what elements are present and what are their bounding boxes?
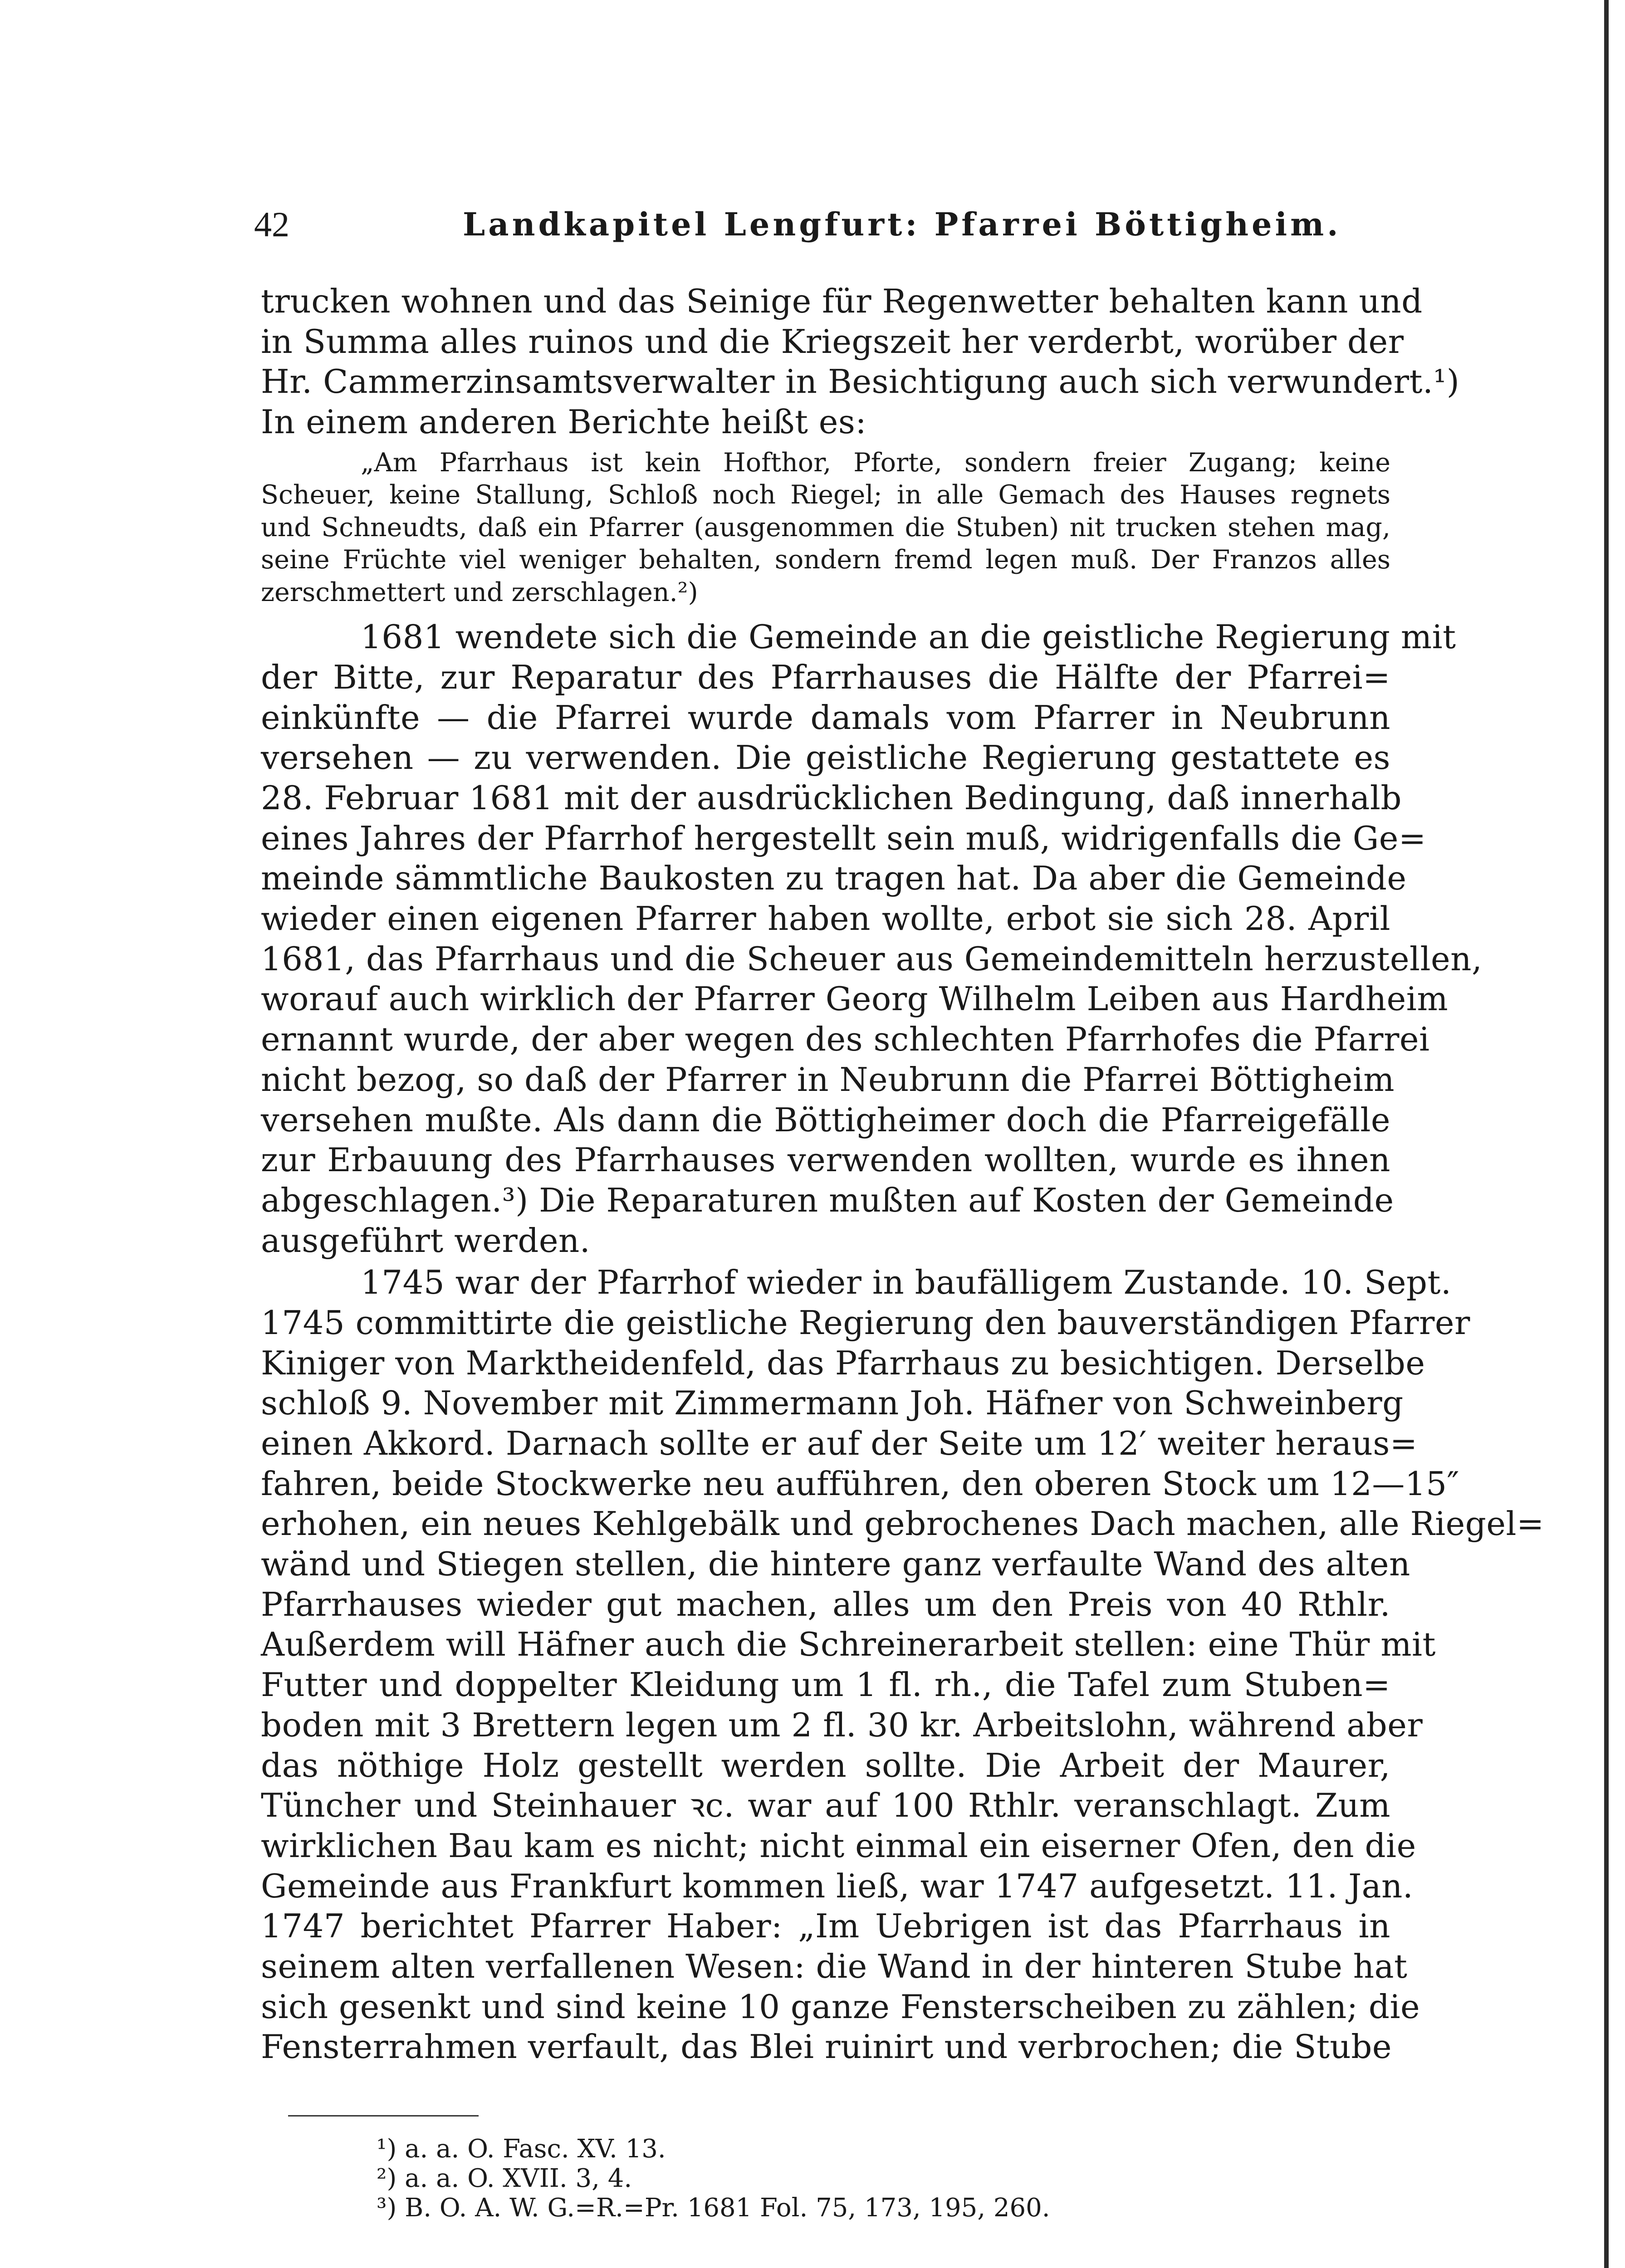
text-line: zur Erbauung des Pfarrhauses verwenden wollten, wurde es ihnen (261, 1141, 1390, 1179)
page-edge-border (1604, 0, 1609, 2268)
block-quote (261, 447, 1390, 609)
paragraph-2 (261, 617, 1483, 1261)
footnotes (377, 2134, 1284, 2223)
text-line: einen Akkord. Darnach sollte er auf der Seite um 12′ weiter heraus= (261, 1424, 1418, 1462)
footnote: ³) B. O. A. W. G.=R.=Pr. 1681 Fol. 75, 173, 195, 260. (377, 2193, 1050, 2223)
text-line: ausgeführt werden. (261, 1221, 591, 1260)
text-line: ernannt wurde, der aber wegen des schlechten Pfarrhofes die Pfarrei (261, 1020, 1430, 1059)
text-line: In einem anderen Berichte heißt es: (261, 403, 867, 441)
text-line: versehen — zu verwenden. Die geistliche Regierung gestattete es (261, 738, 1390, 777)
text-line: Fensterrahmen verfault, das Blei ruinirt und verbrochen; die Stube (261, 2028, 1392, 2066)
text-line: versehen mußte. Als dann die Böttigheimer doch die Pfarreigefälle (261, 1100, 1390, 1139)
quote-line: und Schneudts, daß ein Pfarrer (ausgenommen die Stuben) nit trucken stehen mag, (261, 512, 1390, 543)
page-number: 42 (254, 205, 289, 244)
text-line: der Bitte, zur Reparatur des Pfarrhauses die Hälfte der Pfarrei= (261, 658, 1390, 696)
text-line: wänd und Stiegen stellen, die hintere ganz verfaulte Wand des alten (261, 1545, 1410, 1584)
quote-line: „Am Pfarrhaus ist kein Hofthor, Pforte, sondern freier Zugang; keine (361, 447, 1390, 478)
text-line: boden mit 3 Brettern legen um 2 fl. 30 kr. Arbeitslohn, während aber (261, 1706, 1423, 1744)
text-line: Futter und doppelter Kleidung um 1 fl. rh., die Tafel zum Stuben= (261, 1666, 1390, 1704)
text-line: 1681, das Pfarrhaus und die Scheuer aus Gemeindemitteln herzustellen, (261, 939, 1483, 978)
text-line: sich gesenkt und sind keine 10 ganze Fensterscheiben zu zählen; die (261, 1987, 1420, 2026)
body-text (261, 281, 1544, 2067)
text-line: fahren, beide Stockwerke neu aufführen, den oberen Stock um 12—15″ (261, 1464, 1459, 1503)
text-line: in Summa alles ruinos und die Kriegszeit her verderbt, worüber der (261, 322, 1404, 361)
text-line: Pfarrhauses wieder gut machen, alles um den Preis von 40 Rthlr. (261, 1585, 1390, 1623)
text-line: trucken wohnen und das Seinige für Regenwetter behalten kann und (261, 282, 1423, 320)
footnote-rule (288, 2115, 479, 2116)
text-line: das nöthige Holz gestellt werden sollte. Die Arbeit der Maurer, (261, 1746, 1390, 1784)
footnote: ¹) a. a. O. Fasc. XV. 13. (377, 2134, 666, 2164)
page-header (254, 200, 1397, 249)
text-line: Tüncher und Steinhauer ꝛc. war auf 100 Rthlr. veranschlagt. Zum (261, 1786, 1390, 1825)
text-line: schloß 9. November mit Zimmermann Joh. Häfner von Schweinberg (261, 1384, 1404, 1422)
text-line: Außerdem will Häfner auch die Schreinerarbeit stellen: eine Thür mit (261, 1625, 1436, 1664)
text-line: Hr. Cammerzinsamtsverwalter in Besichtigung auch sich verwundert.¹) (261, 362, 1460, 401)
text-line: 28. Februar 1681 mit der ausdrücklichen Bedingung, daß innerhalb (261, 779, 1402, 817)
text-line: meinde sämmtliche Baukosten zu tragen hat. Da aber die Gemeinde (261, 859, 1407, 898)
text-line: abgeschlagen.³) Die Reparaturen mußten auf Kosten der Gemeinde (261, 1181, 1394, 1219)
paragraph-1 (261, 281, 1460, 442)
quote-line: zerschmettert und zerschlagen.²) (261, 577, 698, 607)
paragraph-3 (261, 1262, 1544, 2067)
text-line: nicht bezog, so daß der Pfarrer in Neubrunn die Pfarrei Böttigheim (261, 1060, 1395, 1099)
text-line: 1745 committirte die geistliche Regierung den bauverständigen Pfarrer (261, 1303, 1470, 1342)
text-line: Gemeinde aus Frankfurt kommen ließ, war 1747 aufgesetzt. 11. Jan. (261, 1867, 1414, 1905)
text-line: Kiniger von Marktheidenfeld, das Pfarrhaus zu besichtigen. Derselbe (261, 1344, 1425, 1382)
text-line: wirklichen Bau kam es nicht; nicht einmal ein eiserner Ofen, den die (261, 1826, 1416, 1865)
text-line: einkünfte — die Pfarrei wurde damals vom Pfarrer in Neubrunn (261, 698, 1390, 737)
text-line: 1747 berichtet Pfarrer Haber: „Im Uebrigen ist das Pfarrhaus in (261, 1907, 1390, 1945)
quote-line: seine Früchte viel weniger behalten, sondern fremd legen muß. Der Franzos alles (261, 545, 1390, 575)
text-line: seinem alten verfallenen Wesen: die Wand in der hinteren Stube hat (261, 1947, 1408, 1985)
text-line: eines Jahres der Pfarrhof hergestellt sein muß, widrigenfalls die Ge= (261, 819, 1426, 857)
text-line: 1681 wendete sich die Gemeinde an die geistliche Regierung mit (361, 618, 1456, 656)
text-line: wieder einen eigenen Pfarrer haben wollte, erbot sie sich 28. April (261, 899, 1390, 938)
text-line: erhohen, ein neues Kehlgebälk und gebrochenes Dach machen, alle Riegel= (261, 1505, 1544, 1543)
text-line: worauf auch wirklich der Pfarrer Georg Wilhelm Leiben aus Hardheim (261, 980, 1449, 1018)
footnote: ²) a. a. O. XVII. 3, 4. (377, 2164, 632, 2193)
text-line: 1745 war der Pfarrhof wieder in baufälligem Zustande. 10. Sept. (361, 1263, 1452, 1302)
quote-line: Scheuer, keine Stallung, Schloß noch Riegel; in alle Gemach des Hauses regnets (261, 480, 1390, 510)
running-head: Landkapitel Lengfurt: Pfarrei Böttigheim. (463, 205, 1341, 243)
